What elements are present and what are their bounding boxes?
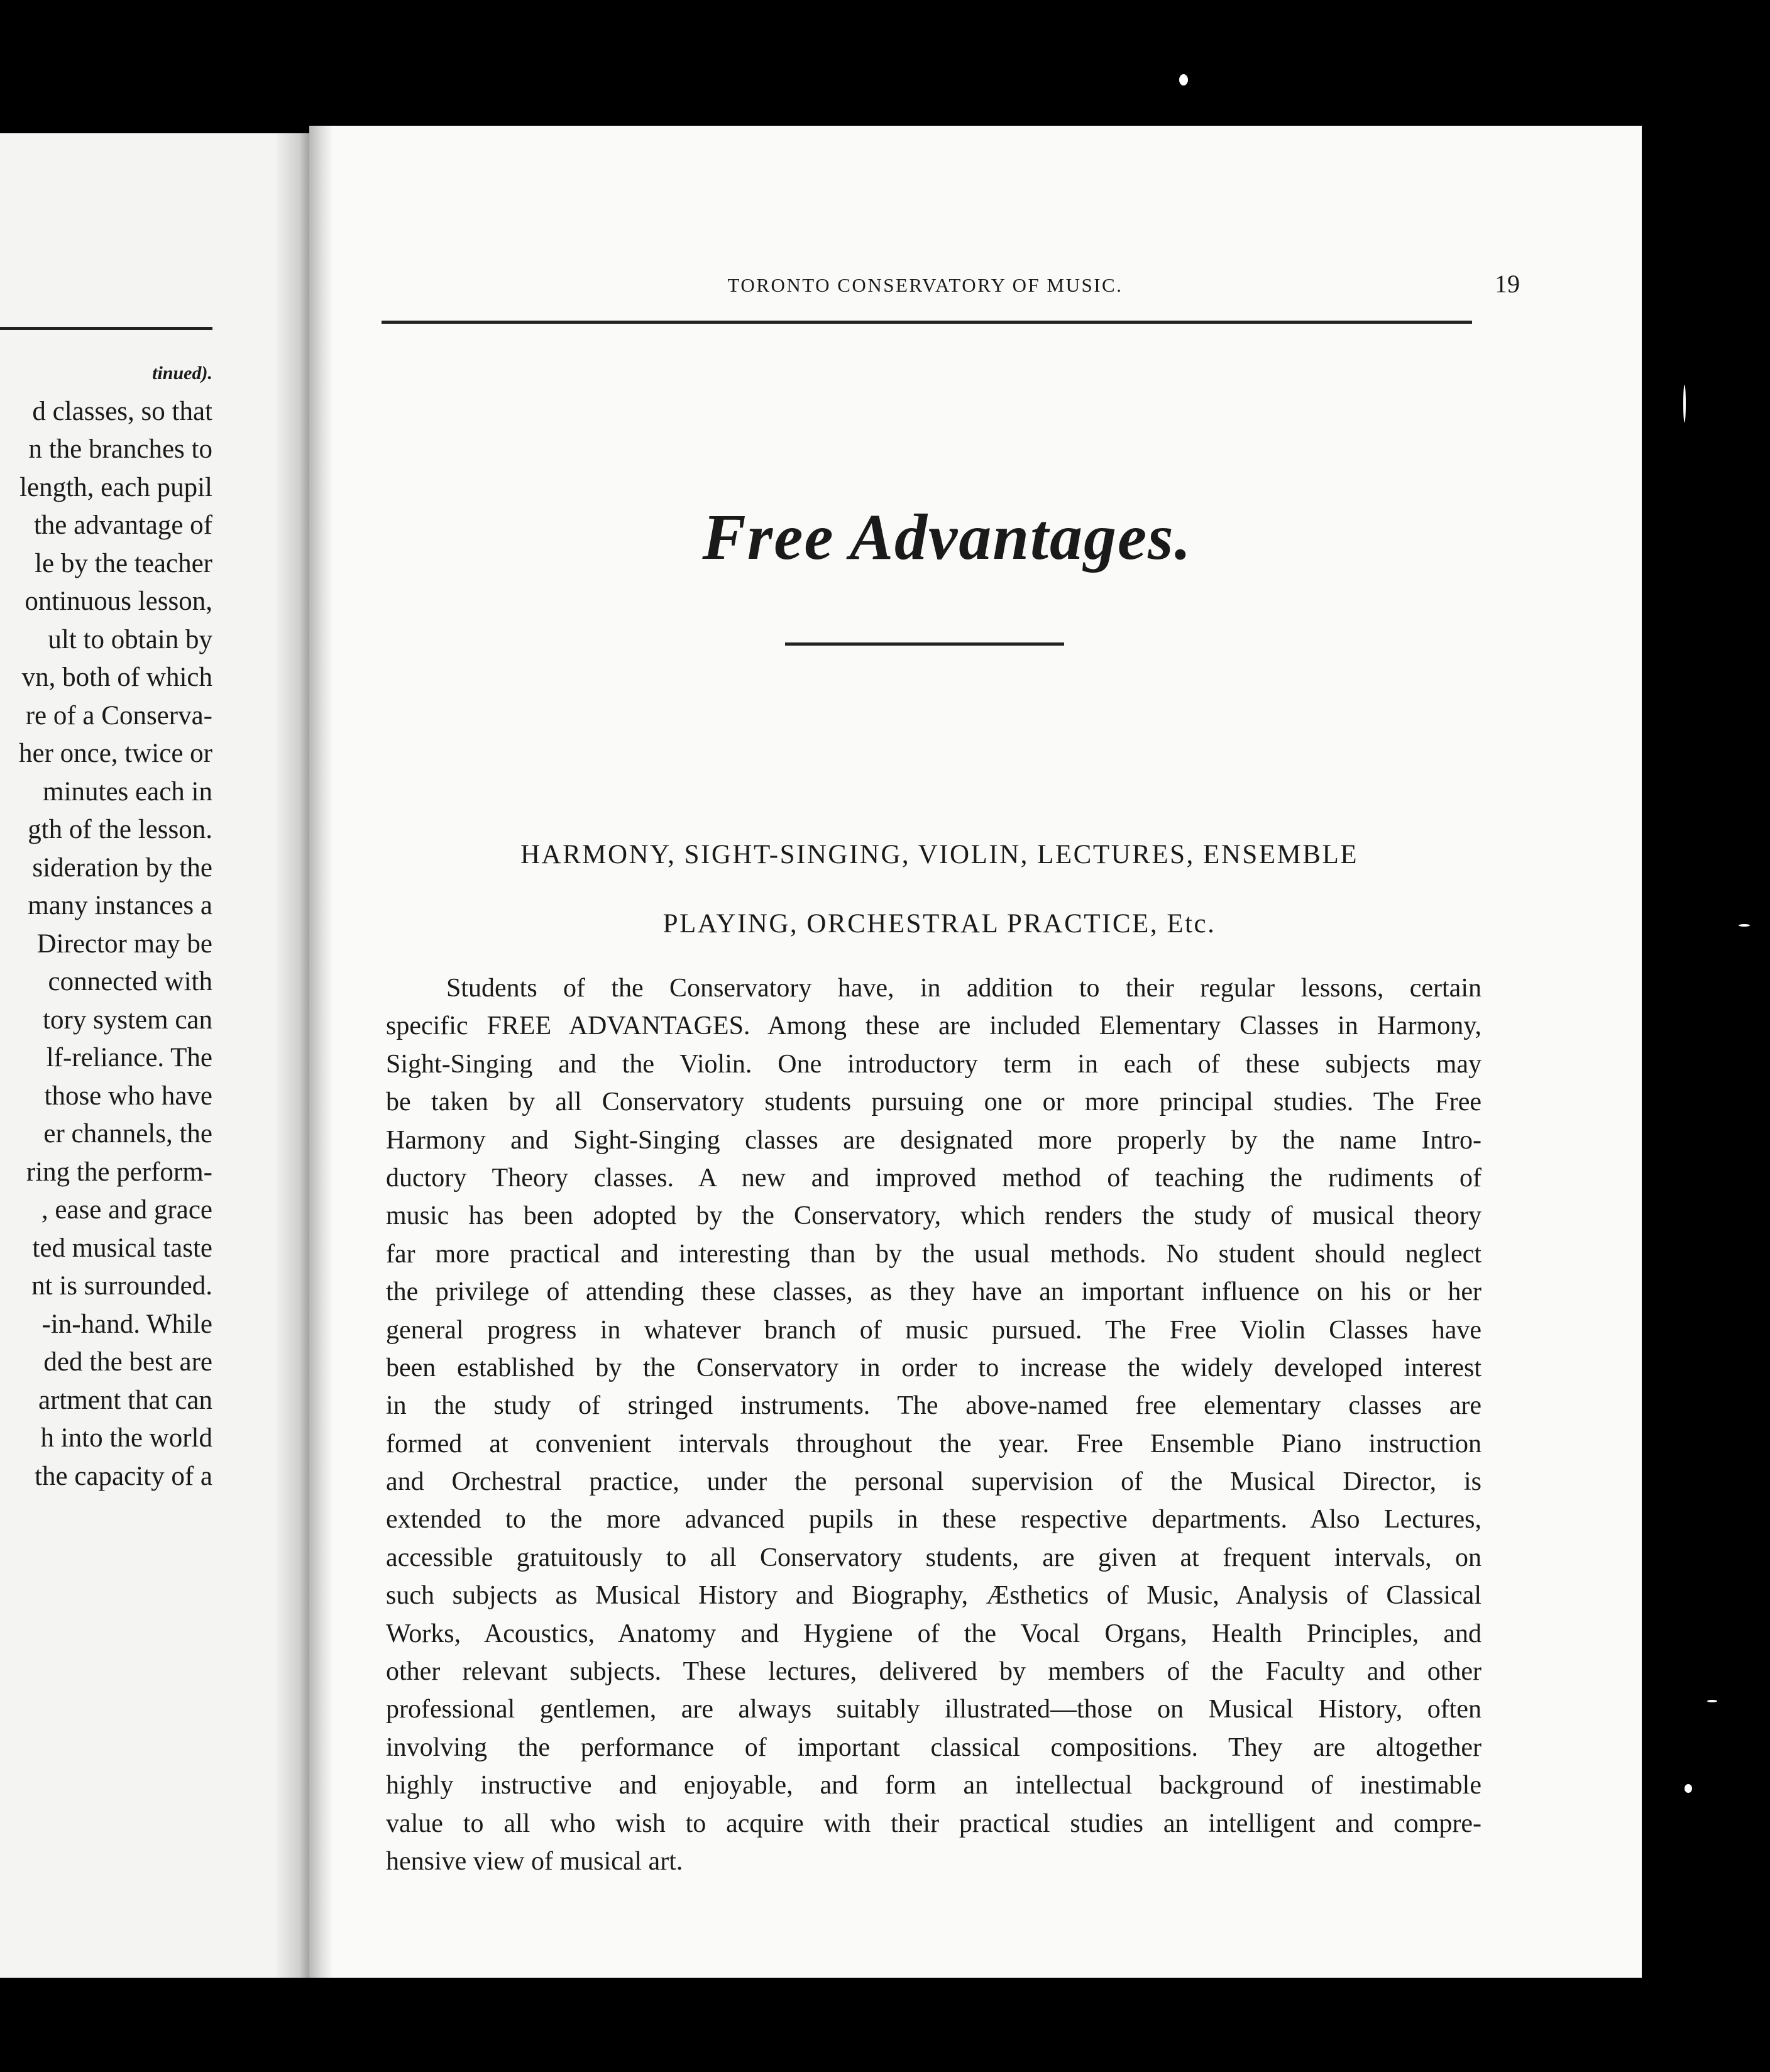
body-line: Harmony and Sight-Singing classes are designated more properly by the name Intro-: [386, 1125, 1481, 1155]
body-line: such subjects as Musical History and Biography, Æsthetics of Music, Analysis of Classical: [386, 1581, 1481, 1611]
scan-speck: [1683, 385, 1686, 422]
body-line: and Orchestral practice, under the personal supervision of the Musical Director, is: [386, 1467, 1481, 1497]
left-page-line: tinued).: [152, 363, 212, 383]
left-page-line: , ease and grace: [41, 1195, 212, 1225]
body-line: Students of the Conservatory have, in addition to their regular lessons, certain: [446, 974, 1481, 1003]
body-line: Sight-Singing and the Violin. One introductory term in each of these subjects may: [386, 1049, 1481, 1079]
left-page-line: gth of the lesson.: [28, 815, 212, 844]
left-page-line: vn, both of which: [21, 663, 212, 692]
body-line: involving the performance of important classical compositions. They are altogether: [386, 1733, 1481, 1762]
running-head: TORONTO CONSERVATORY OF MUSIC.: [727, 274, 1123, 296]
body-line: Works, Acoustics, Anatomy and Hygiene of the Vocal Organs, Health Principles, and: [386, 1619, 1481, 1648]
left-page-line: those who have: [44, 1081, 212, 1111]
scan-speck: [1739, 924, 1750, 927]
left-page-line: connected with: [48, 967, 212, 996]
body-line: music has been adopted by the Conservatory, which renders the study of musical theory: [386, 1201, 1481, 1231]
left-page-line: d classes, so that: [32, 396, 212, 426]
body-line: in the study of stringed instruments. The above-named free elementary classes are: [386, 1391, 1481, 1421]
scan-speck: [1707, 1700, 1717, 1702]
left-page-line: sideration by the: [32, 852, 212, 883]
body-line: specific FREE ADVANTAGES. Among these are included Elementary Classes in Harmony,: [386, 1011, 1481, 1041]
body-line: general progress in whatever branch of music pursued. The Free Violin Classes have: [386, 1315, 1481, 1345]
left-page-line: artment that can: [38, 1385, 212, 1415]
title-rule: [785, 642, 1064, 646]
left-page-line: lf-reliance. The: [46, 1043, 212, 1072]
left-page-line: ded the best are: [43, 1347, 212, 1377]
body-line: hensive view of musical art.: [386, 1846, 683, 1876]
body-line: extended to the more advanced pupils in these respective departments. Also Lectures,: [386, 1505, 1481, 1535]
left-page-line: the advantage of: [33, 510, 212, 540]
body-line: been established by the Conservatory in order to increase the widely developed interest: [386, 1353, 1481, 1382]
body-line: value to all who wish to acquire with their practical studies an intelligent and compre-: [386, 1809, 1481, 1838]
body-line: professional gentlemen, are always suitably illustrated—those on Musical History, often: [386, 1695, 1481, 1724]
left-page-line: the capacity of a: [35, 1461, 212, 1491]
body-line: ductory Theory classes. A new and improved method of teaching the rudiments of: [386, 1163, 1481, 1193]
left-page-line: tory system can: [43, 1005, 212, 1035]
left-page-line: nt is surrounded.: [31, 1271, 212, 1301]
left-page-line: le by the teacher: [35, 548, 212, 578]
left-facing-page: [0, 133, 295, 1978]
body-line: far more practical and interesting than by the usual methods. No student should neglect: [386, 1239, 1481, 1269]
body-line: the privilege of attending these classes, as they have an important influence on his or her: [386, 1277, 1481, 1307]
left-page-line: many instances a: [28, 891, 212, 920]
page-number: 19: [1495, 270, 1520, 298]
subtitle-line-1: HARMONY, SIGHT-SINGING, VIOLIN, LECTURES, ENSEMBLE: [520, 840, 1358, 869]
left-page-line: ult to obtain by: [48, 624, 212, 654]
subtitle: [309, 820, 1569, 959]
scan-speck: [1685, 1784, 1692, 1793]
subtitle-line-2: PLAYING, ORCHESTRAL PRACTICE, Etc.: [662, 909, 1216, 939]
left-page-line: n the branches to: [28, 434, 212, 464]
left-page-line: -in-hand. While: [41, 1309, 212, 1339]
running-head-rule: [382, 321, 1472, 324]
body-line: formed at convenient intervals throughout the year. Free Ensemble Piano instruction: [386, 1429, 1481, 1458]
left-page-rule: [0, 327, 212, 330]
body-line: accessible gratuitously to all Conservatory students, are given at frequent intervals, on: [386, 1543, 1481, 1572]
page-title: Free Advantages.: [702, 501, 1192, 573]
spine-shadow: [309, 126, 333, 1978]
book-gutter: [277, 133, 314, 1978]
left-page-text: [0, 355, 212, 1496]
body-line: highly instructive and enjoyable, and form an intellectual background of inestimable: [386, 1771, 1481, 1800]
body-line: other relevant subjects. These lectures, delivered by members of the Faculty and other: [386, 1657, 1481, 1687]
left-page-line: length, each pupil: [19, 472, 212, 502]
left-page-line: ring the perform-: [26, 1157, 212, 1187]
left-page-line: er channels, the: [43, 1119, 212, 1149]
left-page-line: ontinuous lesson,: [25, 587, 212, 616]
left-page-line: Director may be: [36, 929, 212, 959]
scan-speck: [1179, 74, 1188, 85]
left-page-line: minutes each in: [43, 776, 212, 807]
left-page-line: h into the world: [40, 1423, 212, 1453]
left-page-line: ted musical taste: [32, 1233, 212, 1263]
left-page-line: her once, twice or: [18, 739, 212, 768]
body-line: be taken by all Conservatory students pursuing one or more principal studies. The Free: [386, 1088, 1481, 1117]
right-page: [309, 126, 1642, 1978]
body-paragraph: [386, 969, 1481, 1880]
left-page-line: re of a Conserva-: [25, 700, 212, 730]
